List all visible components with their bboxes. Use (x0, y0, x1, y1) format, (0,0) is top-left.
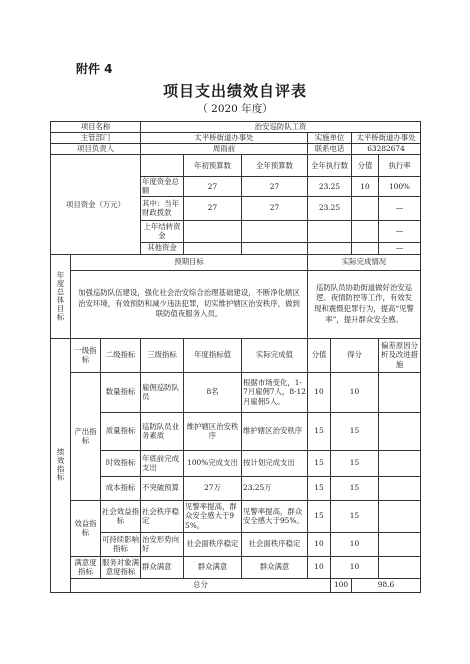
funds-exec (308, 220, 352, 242)
target-cell: 维护辖区治安秩序 (184, 412, 242, 450)
performance-section-label: 绩效指标 (51, 338, 71, 592)
unit-value: 太平桥街道办事处 (352, 133, 421, 144)
total-score: 98.6 (352, 578, 421, 592)
weight-cell: 10 (308, 372, 331, 412)
funds-weight (352, 196, 379, 220)
col-exec-rate: 执行率 (379, 155, 421, 177)
funds-annual (184, 242, 242, 254)
funds-rate: — (379, 220, 421, 242)
target-cell: 见警率提高，群众安全感大于95%。 (184, 500, 242, 532)
target-cell: 100%完成支出 (184, 450, 242, 476)
level2-cell: 可持续影响指标 (101, 532, 141, 556)
funds-weight: 10 (352, 177, 379, 197)
leader-value: 周雨前 (141, 144, 308, 155)
reason-cell (379, 500, 421, 532)
col-full-exec: 全年执行数 (308, 155, 352, 177)
target-cell: 27万 (184, 476, 242, 500)
level1-output: 产出指标 (71, 372, 101, 500)
weight-cell: 10 (308, 556, 331, 578)
score-cell: 15 (331, 412, 379, 450)
level3-cell: 雇佣巡防队员 (141, 372, 184, 412)
col-score-weight: 分值 (352, 155, 379, 177)
reason-cell (379, 372, 421, 412)
col-annual-budget: 年初预算数 (184, 155, 242, 177)
funds-full: 27 (242, 196, 308, 220)
level3-cell: 社会秩序稳定 (141, 500, 184, 532)
expected-goal-text: 加强巡防队伍建设，强化社会治安综合治理基础建设，不断净化辖区治安环境，有效预防和减少违法犯罪，切实维护辖区治安秩序，做到联防值夜服务入员。 (71, 270, 308, 338)
funds-section-label: 项目资金（万元） (51, 155, 141, 255)
perf-col-level3: 三级指标 (141, 338, 184, 372)
attachment-label: 附件 4 (76, 62, 113, 76)
col-full-budget: 全年预算数 (242, 155, 308, 177)
funds-annual (184, 220, 242, 242)
level2-cell: 服务对象满意度指标 (102, 557, 139, 576)
score-cell: 10 (331, 556, 379, 578)
funds-header-blank (141, 155, 184, 177)
funds-exec (308, 242, 352, 254)
project-name: 治安巡防队工资 (141, 122, 421, 133)
leader-label: 项目负责人 (51, 144, 141, 155)
dept-value: 太平桥街道办事处 (141, 133, 308, 144)
weight-cell: 10 (308, 532, 331, 556)
level3-cell: 群众满意 (141, 556, 184, 578)
perf-col-level1: 一级指标 (71, 338, 101, 372)
total-weight: 100 (331, 578, 352, 592)
actual-cell: 群众满意 (242, 556, 308, 578)
level2-cell: 数量指标 (101, 372, 141, 412)
goals-section-label: 年度总体目标 (51, 254, 71, 338)
level3-cell: 治安形势向好 (141, 532, 184, 556)
level3-cell: 年底前完成支出 (141, 450, 184, 476)
funds-rate: — (379, 196, 421, 220)
funds-annual: 27 (184, 196, 242, 220)
target-cell: 社会面秩序稳定 (184, 532, 242, 556)
perf-col-score: 得分 (331, 338, 379, 372)
level2-cell: 时效指标 (101, 450, 141, 476)
perf-col-target: 年度指标值 (184, 338, 242, 372)
actual-cell: 根据市场变化，1-7月雇佣7人，8-12月雇佣5人。 (242, 372, 308, 412)
funds-rate: 100% (379, 177, 421, 197)
score-cell: 10 (331, 532, 379, 556)
funds-full: 27 (242, 177, 308, 197)
evaluation-table (50, 121, 421, 593)
phone-label: 联系电话 (308, 144, 352, 155)
level1-satisfaction: 满意度指标 (71, 556, 101, 578)
reason-cell (379, 476, 421, 500)
level2-cell: 成本指标 (101, 476, 141, 500)
weight-cell: 15 (308, 412, 331, 450)
document-year: （ 2020 年度） (197, 103, 273, 115)
perf-col-actual: 实际完成值 (242, 338, 308, 372)
funds-annual: 27 (184, 177, 242, 197)
actual-goal-label: 实际完成情况 (308, 254, 421, 270)
level1-benefit: 效益指标 (71, 500, 101, 556)
reason-cell (379, 556, 421, 578)
score-cell: 10 (331, 372, 379, 412)
target-cell: 群众满意 (184, 556, 242, 578)
weight-cell: 15 (308, 476, 331, 500)
project-name-label: 项目名称 (51, 122, 141, 133)
funds-full (242, 242, 308, 254)
funds-rate: — (379, 242, 421, 254)
reason-cell (379, 450, 421, 476)
perf-col-level2: 二级指标 (101, 338, 141, 372)
funds-row-label: 其中：当年财政拨款 (141, 196, 184, 220)
funds-row-label: 年度资金总额 (141, 177, 184, 197)
perf-col-reason: 偏差原因分析及改进措施 (379, 338, 421, 372)
reason-cell (379, 412, 421, 450)
total-label: 总分 (71, 578, 331, 592)
level2-cell: 质量指标 (101, 412, 141, 450)
actual-goal-text: 巡防队员协助街道做好治安巡逻、夜情防控等工作，有效发现和震慑犯罪行为，提高“见警率”，提升群众安全感。 (308, 270, 421, 338)
level2-cell: 社会效益指标 (101, 500, 141, 532)
funds-exec: 23.25 (308, 196, 352, 220)
actual-cell: 23.25万 (242, 476, 308, 500)
expected-goal-label: 预期目标 (71, 254, 308, 270)
dept-label: 主管部门 (51, 133, 141, 144)
actual-cell: 社会面秩序稳定 (242, 532, 308, 556)
target-cell: 8名 (184, 372, 242, 412)
funds-exec: 23.25 (308, 177, 352, 197)
funds-weight (352, 220, 379, 242)
level3-cell: 不突破预算 (141, 476, 184, 500)
funds-weight (352, 242, 379, 254)
level3-cell: 巡防队员业务素质 (141, 412, 184, 450)
score-cell: 15 (331, 500, 379, 532)
reason-cell (379, 532, 421, 556)
actual-cell: 按计划完成支出 (242, 450, 308, 476)
unit-label: 实施单位 (308, 133, 352, 144)
phone-value: 63282674 (352, 144, 421, 155)
funds-row-label: 其他资金 (141, 242, 184, 254)
actual-cell: 见警率提高，群众安全感大于95%。 (242, 500, 308, 532)
weight-cell: 15 (308, 450, 331, 476)
perf-col-weight: 分值 (308, 338, 331, 372)
actual-cell: 维护辖区治安秩序 (242, 412, 308, 450)
weight-cell: 15 (308, 500, 331, 532)
funds-full (242, 220, 308, 242)
score-cell: 15 (331, 450, 379, 476)
funds-row-label: 上年结转资金 (141, 220, 184, 242)
score-cell: 15 (331, 476, 379, 500)
document-title: 项目支出绩效自评表 (162, 82, 307, 100)
